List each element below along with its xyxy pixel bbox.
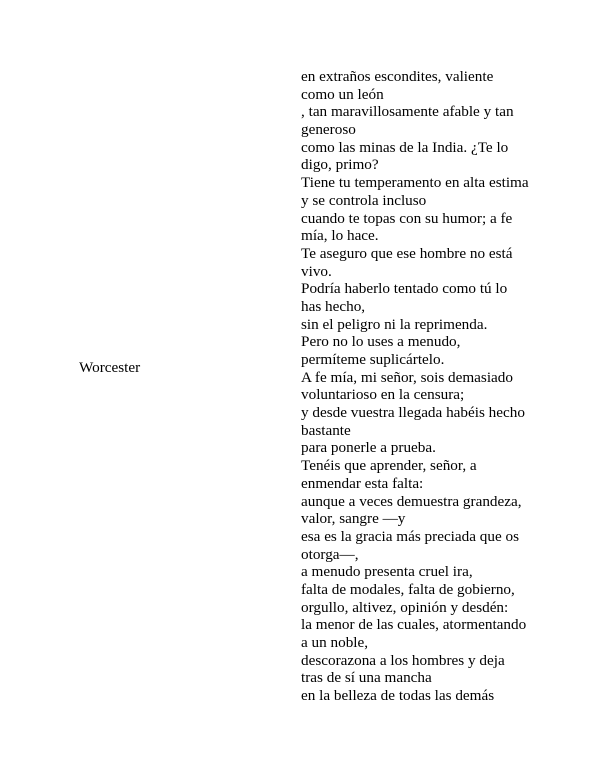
text-line: valor, sangre —y bbox=[301, 510, 406, 528]
text-line: bastante bbox=[301, 421, 351, 439]
text-line: A fe mía, mi señor, sois demasiado bbox=[301, 368, 513, 386]
text-line: para ponerle a prueba. bbox=[301, 439, 436, 457]
text-line: mía, lo hace. bbox=[301, 227, 379, 245]
text-line: cuando te topas con su humor; a fe bbox=[301, 209, 513, 227]
text-line: tras de sí una mancha bbox=[301, 669, 432, 687]
text-line: como un león bbox=[301, 85, 384, 103]
text-line: otorga—, bbox=[301, 545, 359, 563]
text-line: descorazona a los hombres y deja bbox=[301, 651, 505, 669]
text-line: vivo. bbox=[301, 262, 332, 280]
text-line: digo, primo? bbox=[301, 156, 379, 174]
text-line: permíteme suplicártelo. bbox=[301, 351, 445, 368]
dialogue-text bbox=[301, 68, 541, 705]
text-line: a un noble, bbox=[301, 634, 369, 651]
text-line: Tiene tu temperamento en alta estima bbox=[301, 174, 529, 192]
text-line: aunque a veces demuestra grandeza, bbox=[301, 492, 522, 510]
text-line: falta de modales, falta de gobierno, bbox=[301, 580, 515, 598]
text-line: , tan maravillosamente afable y tan bbox=[301, 103, 514, 121]
text-line: Tenéis que aprender, señor, a bbox=[301, 457, 477, 475]
text-line: generoso bbox=[301, 121, 356, 139]
text-line: orgullo, altivez, opinión y desdén: bbox=[301, 598, 509, 616]
text-line: la menor de las cuales, atormentando bbox=[301, 616, 527, 634]
text-line: Podría haberlo tentado como tú lo bbox=[301, 280, 508, 298]
text-line: esa es la gracia más preciada que os bbox=[301, 527, 520, 545]
text-line: en extraños escondites, valiente bbox=[301, 68, 494, 85]
text-line: Pero no lo uses a menudo, bbox=[301, 333, 461, 351]
text-line: y desde vuestra llegada habéis hecho bbox=[301, 404, 525, 422]
text-line: sin el peligro ni la reprimenda. bbox=[301, 315, 488, 333]
speaker-name: Worcester bbox=[79, 359, 141, 376]
text-line: has hecho, bbox=[301, 297, 366, 315]
text-line: a menudo presenta cruel ira, bbox=[301, 563, 473, 581]
text-line: Te aseguro que ese hombre no está bbox=[301, 244, 513, 262]
text-line: y se controla incluso bbox=[301, 191, 427, 209]
text-line: voluntarioso en la censura; bbox=[301, 386, 465, 404]
text-line: enmendar esta falta: bbox=[301, 474, 424, 492]
text-line: como las minas de la India. ¿Te lo bbox=[301, 138, 509, 156]
text-line: en la belleza de todas las demás bbox=[301, 687, 495, 705]
